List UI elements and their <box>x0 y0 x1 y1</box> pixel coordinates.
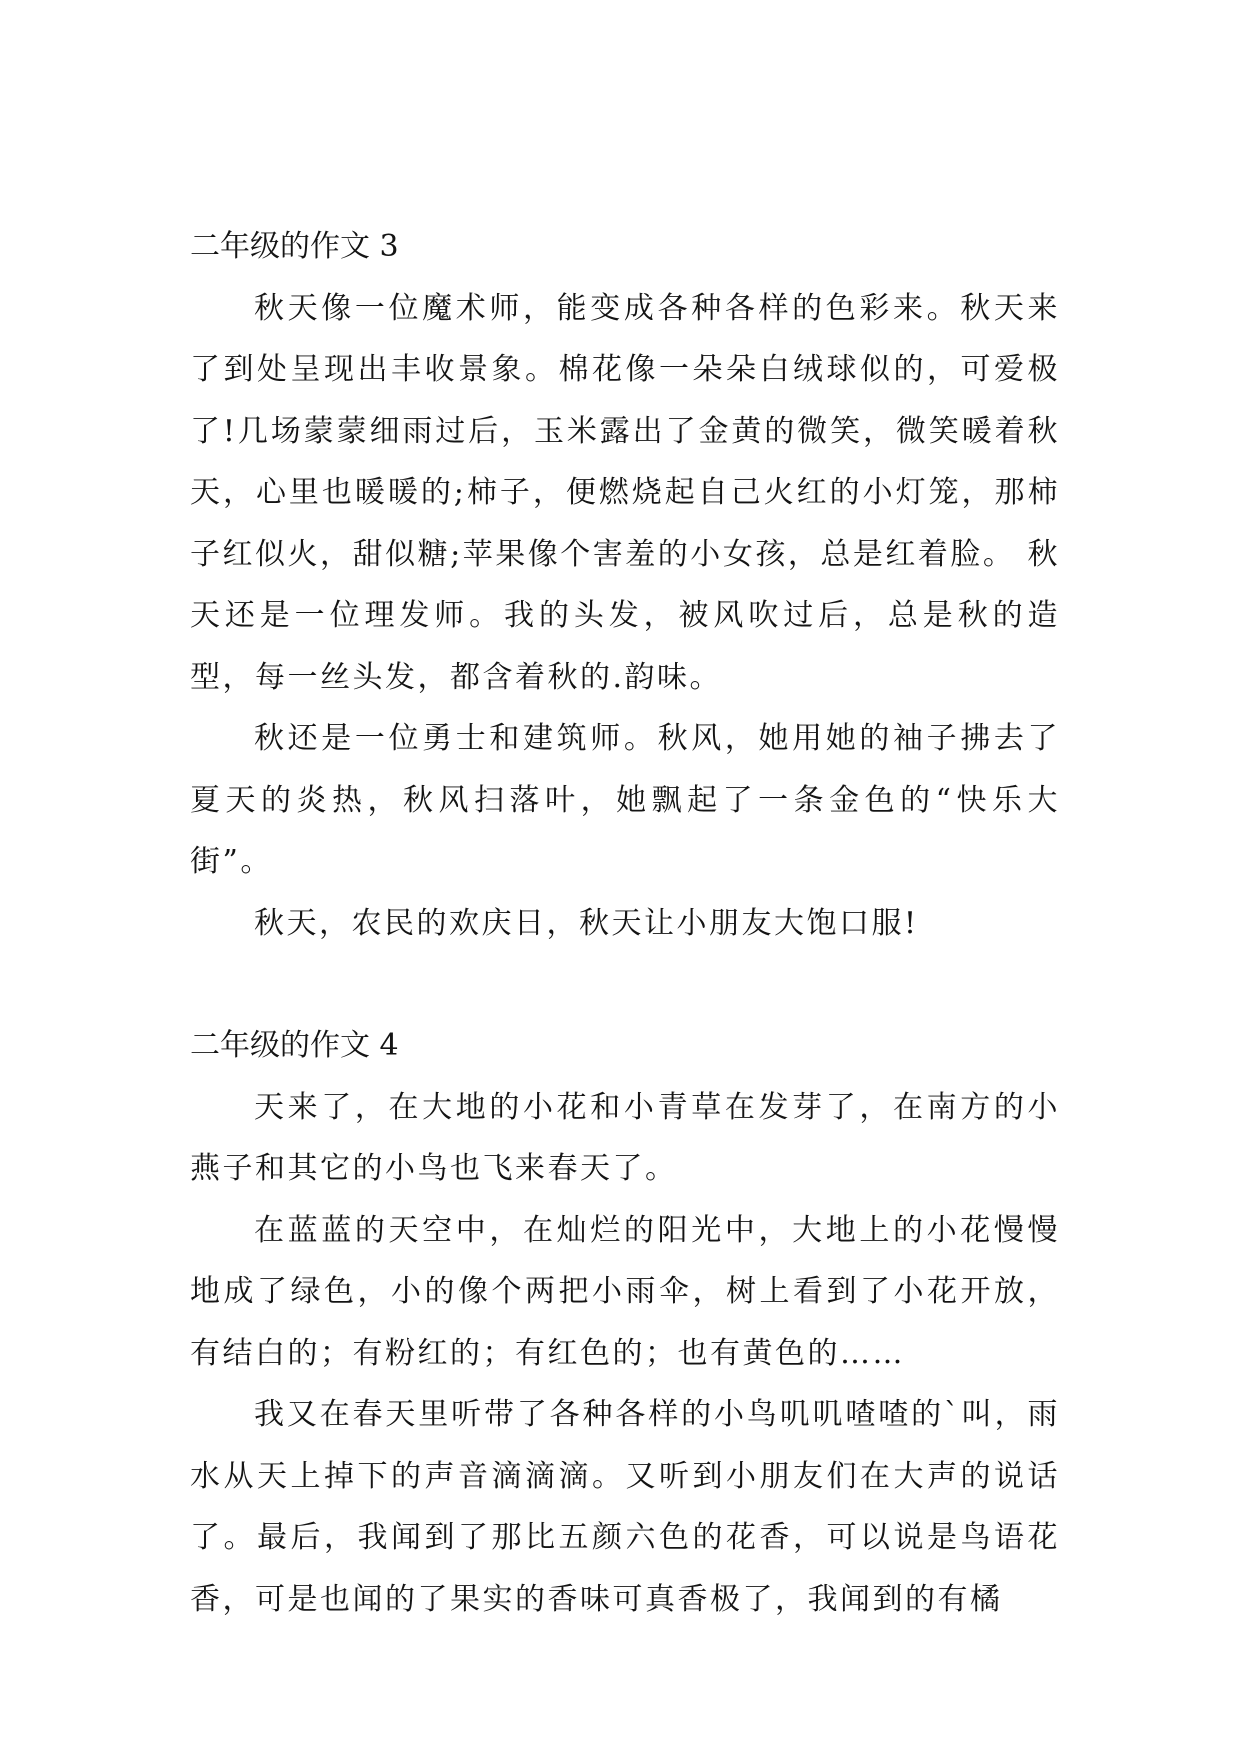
document-body <box>190 216 1060 1630</box>
essay-title: 二年级的作文 3 <box>190 229 399 264</box>
essay-paragraph: 秋天，农民的欢庆日，秋天让小朋友大饱口服! <box>254 905 919 941</box>
essay-paragraph: 秋天像一位魔术师，能变成各种各样的色彩来。秋天来了到处呈现出丰收景象。棉花像一朵朵白绒球似的，可爱极了!几场蒙蒙细雨过后，玉米露出了金黄的微笑，微笑暖着秋天，心里也暖暖的;柿子，便燃烧起自己火红的小灯笼，那柿子红似火，甜似糖;苹果像个害羞的小女孩，总是红着脸。 秋天还是一位理发师。我的头发，被风吹过后，总是秋的造型，每一丝头发，都含着秋的.韵味。 <box>190 290 1060 695</box>
essay-paragraph: 我又在春天里听带了各种各样的小鸟叽叽喳喳的`叫，雨水从天上掉下的声音滴滴滴。又听到小朋友们在大声的说话了。最后，我闻到了那比五颜六色的花香，可以说是鸟语花香，可是也闻的了果实的香味可真香极了，我闻到的有橘 <box>190 1397 1060 1617</box>
essay-paragraph: 在蓝蓝的天空中，在灿烂的阳光中，大地上的小花慢慢地成了绿色，小的像个两把小雨伞，树上看到了小花开放，有结白的；有粉红的；有红色的；也有黄色的…… <box>190 1212 1060 1371</box>
essay-3 <box>190 216 1060 954</box>
essay-4 <box>190 1015 1060 1630</box>
essay-title: 二年级的作文 4 <box>190 1028 399 1063</box>
essay-paragraph: 天来了，在大地的小花和小青草在发芽了，在南方的小燕子和其它的小鸟也飞来春天了。 <box>190 1089 1060 1186</box>
essay-paragraph: 秋还是一位勇士和建筑师。秋风，她用她的袖子拂去了夏天的炎热，秋风扫落叶，她飘起了一条金色的“快乐大街”。 <box>190 721 1060 879</box>
